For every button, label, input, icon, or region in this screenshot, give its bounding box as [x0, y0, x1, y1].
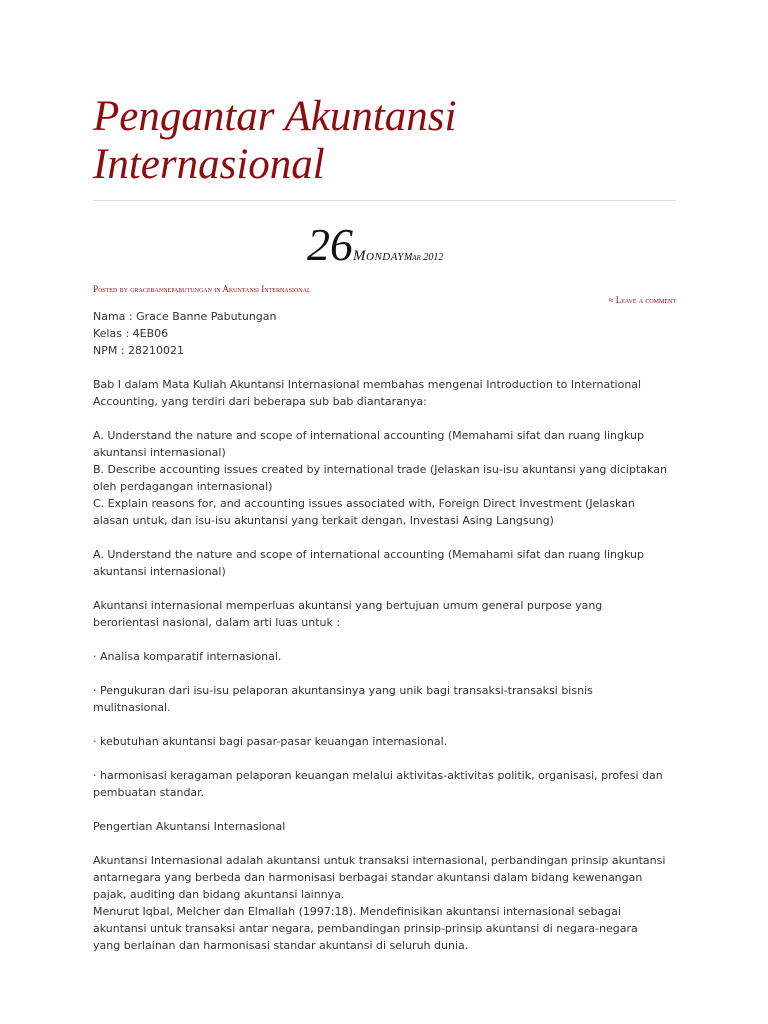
definition-paragraph: Akuntansi Internasional adalah akuntansi untuk transaksi internasional, perbandingan prinsip akuntansi antarnegara yang berbeda dan harmonisasi berbagai standar akuntansi dalam bidang kewenangan pajak, auditing dan bidang akuntansi lainnya.	[93, 854, 666, 901]
definition-heading: Pengertian Akuntansi Internasional	[93, 820, 286, 833]
post-title[interactable]: Pengantar Akuntansi Internasional	[93, 93, 457, 188]
leave-comment-link[interactable]: ≈ Leave a comment	[608, 295, 676, 305]
title-divider	[93, 200, 676, 201]
posted-by-label: Posted by	[93, 284, 128, 294]
subchapter-item: A. Understand the nature and scope of international accounting (Memahami sifat dan ruang lingkup akuntansi internasional)	[93, 429, 644, 459]
section-a-heading: A. Understand the nature and scope of international accounting (Memahami sifat dan ruang lingkup akuntansi internasional)	[93, 548, 644, 578]
student-info	[93, 308, 668, 359]
bullet-item: · kebutuhan akuntansi bagi pasar-pasar keuangan internasional.	[93, 735, 448, 748]
date-month-year: Mar 2012	[403, 252, 444, 263]
subchapter-item: C. Explain reasons for, and accounting issues associated with, Foreign Direct Investment (Jelaskan alasan untuk, dan isu-isu akuntansi yang terkait dengan, Investasi Asing Langsung)	[93, 497, 635, 527]
intro-paragraph: Bab I dalam Mata Kuliah Akuntansi Internasional membahas mengenai Introduction to International Accounting, yang terdiri dari beberapa sub bab diantaranya:	[93, 378, 642, 408]
iqbal-paragraph: Menurut Iqbal, Melcher dan Elmallah (1997:18). Mendefinisikan akuntansi internasional sebagai akuntansi untuk transaksi antar negara, pembandingan prinsip-prinsip akuntansi di negara-negara yang berlainan dan harmonisasi standar akuntansi di seluruh dunia.	[93, 905, 638, 952]
scope-paragraph: Akuntansi internasional memperluas akuntansi yang bertujuan umum general purpose yang berorientasi nasional, dalam arti luas untuk :	[93, 599, 603, 629]
date-day: 26	[307, 219, 353, 270]
student-npm: NPM : 28210021	[93, 344, 185, 357]
post-content	[93, 308, 668, 971]
category-link[interactable]: Akuntansi Internasional	[222, 284, 311, 294]
bullet-item: · harmonisasi keragaman pelaporan keuangan melalui aktivitas-aktivitas politik, organisasi, profesi dan pembuatan standar.	[93, 769, 663, 799]
student-class: Kelas : 4EB06	[93, 327, 169, 340]
bullet-item: · Pengukuran dari isu-isu pelaporan akuntansinya yang unik bagi transaksi-transaksi bisnis mulitnasional.	[93, 684, 593, 714]
post-date	[307, 220, 443, 270]
bullet-item: · Analisa komparatif internasional.	[93, 650, 282, 663]
subchapter-item: B. Describe accounting issues created by international trade (Jelaskan isu-isu akuntansi yang diciptakan oleh perdagangan internasional)	[93, 463, 667, 493]
date-weekday: Monday	[353, 248, 404, 264]
post-meta	[93, 284, 311, 294]
student-name: Nama : Grace Banne Pabutungan	[93, 310, 277, 323]
subchapter-list	[93, 427, 668, 529]
author-link[interactable]: gracebannepabutungan	[130, 284, 212, 294]
in-label: in	[214, 284, 221, 294]
